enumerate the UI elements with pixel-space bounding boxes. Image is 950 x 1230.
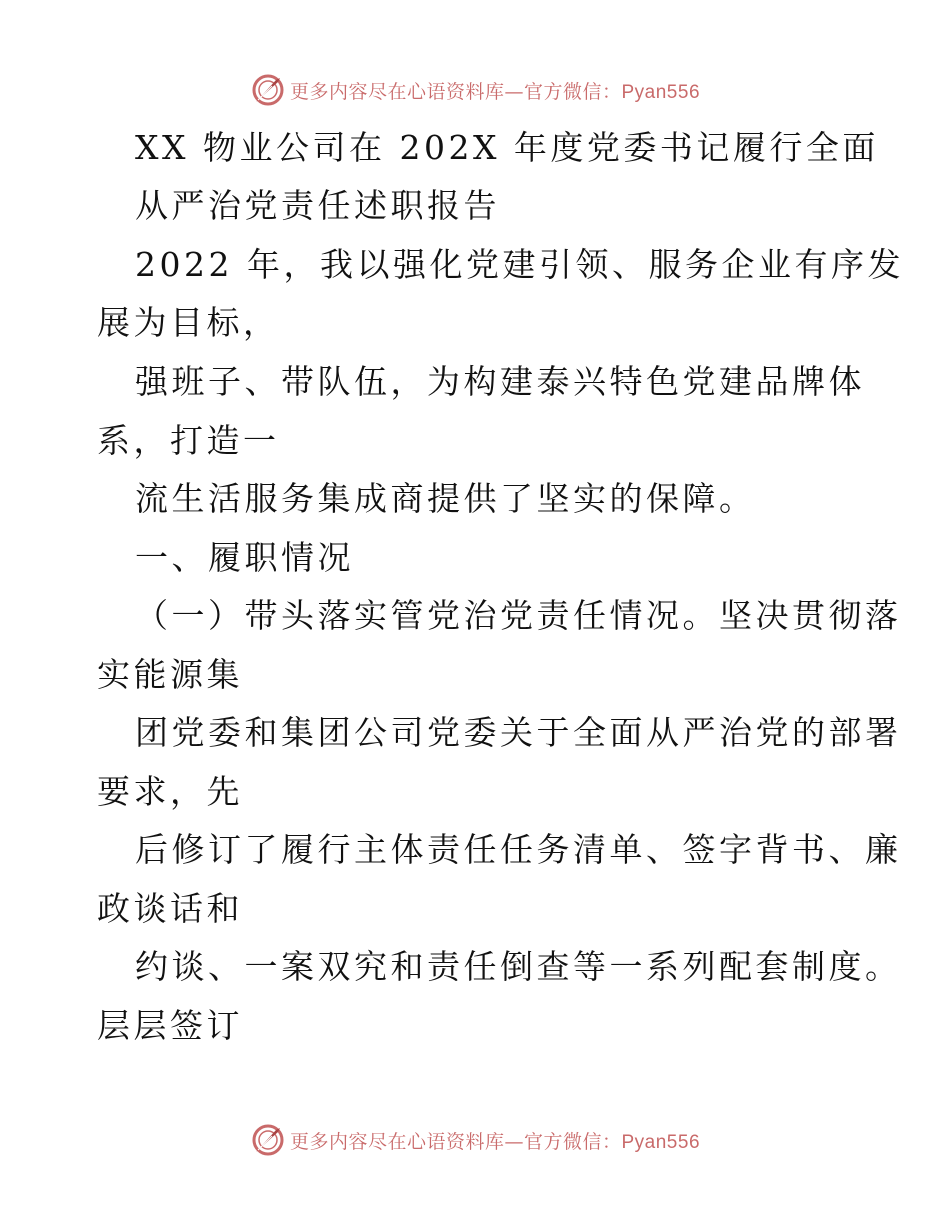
watermark-text: 更多内容尽在心语资料库—官方微信：Pyan556 <box>289 80 701 103</box>
doc-paragraph-line: 流生活服务集成商提供了坚实的保障。 <box>135 479 756 518</box>
doc-section-heading: 一、履职情况 <box>135 538 354 577</box>
doc-paragraph-line: 要求，先 <box>97 772 243 811</box>
doc-subsection-line: （一）带头落实管党治党责任情况。坚决贯彻落 <box>135 596 902 635</box>
doc-paragraph-line: 约谈、一案双究和责任倒查等一系列配套制度。 <box>135 947 902 986</box>
doc-paragraph-line: 后修订了履行主体责任任务清单、签字背书、廉 <box>135 830 902 869</box>
quill-pen-seal-icon <box>250 1122 286 1158</box>
doc-paragraph-line: 实能源集 <box>97 655 243 694</box>
doc-paragraph-line: 系，打造一 <box>97 421 280 460</box>
doc-paragraph-line: 团党委和集团公司党委关于全面从严治党的部署 <box>135 713 902 752</box>
doc-paragraph-line: 层层签订 <box>97 1006 243 1045</box>
doc-paragraph-line: 2022 年，我以强化党建引领、服务企业有序发 <box>135 245 904 284</box>
doc-title-line-2: 从严治党责任述职报告 <box>135 186 500 225</box>
watermark-text: 更多内容尽在心语资料库—官方微信：Pyan556 <box>289 1130 701 1153</box>
doc-title-line-1: XX 物业公司在 202X 年度党委书记履行全面 <box>135 128 879 167</box>
doc-paragraph-line: 政谈话和 <box>97 889 243 928</box>
doc-paragraph-line: 展为目标， <box>97 303 280 342</box>
doc-paragraph-line: 强班子、带队伍，为构建泰兴特色党建品牌体 <box>135 362 865 401</box>
footer-watermark <box>0 1122 950 1158</box>
